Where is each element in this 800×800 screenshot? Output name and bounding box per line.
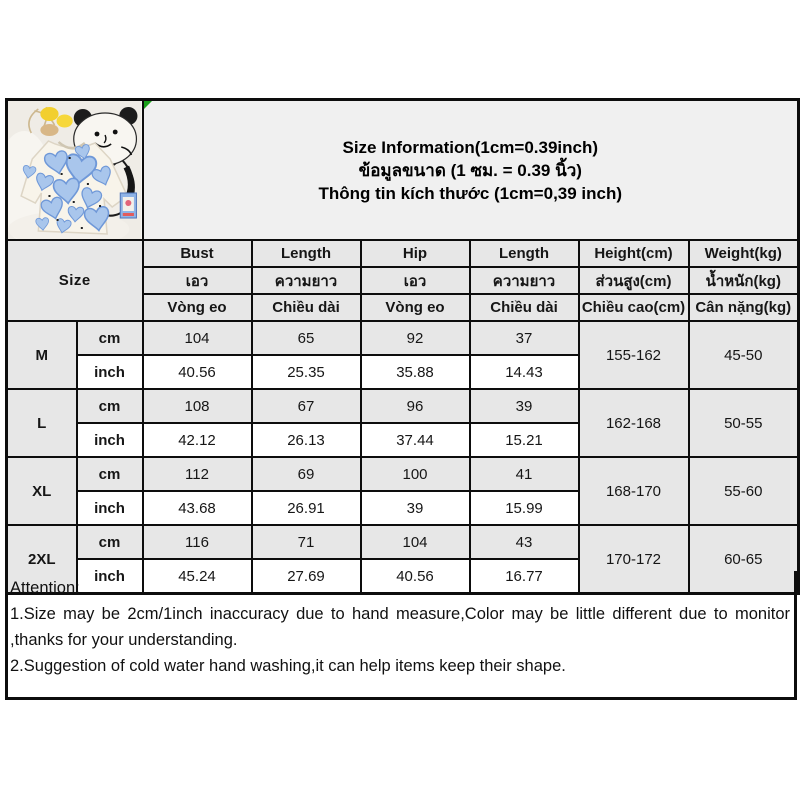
value-xl-hip-cm: 100 (361, 457, 470, 491)
unit-label-inch: inch (77, 559, 143, 594)
value-xl-length2-inch: 15.99 (470, 491, 579, 525)
value-xl-height: 168-170 (579, 457, 689, 525)
value-2xl-hip-inch: 40.56 (361, 559, 470, 594)
value-2xl-length2-inch: 16.77 (470, 559, 579, 594)
col-header-height-en: Height(cm) (579, 240, 689, 267)
product-photo-cell (7, 100, 143, 241)
care-tag (120, 193, 136, 218)
value-l-hip-cm: 96 (361, 389, 470, 423)
value-m-hip-cm: 92 (361, 321, 470, 355)
value-l-length2-cm: 39 (470, 389, 579, 423)
title-thai: ข้อมูลขนาด (1 ซม. = 0.39 นิ้ว) (358, 160, 582, 180)
value-2xl-hip-cm: 104 (361, 525, 470, 559)
col-header-height-vi: Chiều cao(cm) (579, 294, 689, 321)
col-header-bust-en: Bust (143, 240, 252, 267)
unit-label-cm: cm (77, 321, 143, 355)
col-header-length2-vi: Chiều dài (470, 294, 579, 321)
size-row-m: M (7, 321, 77, 389)
title-vietnamese: Thông tin kích thước (1cm=0,39 inch) (318, 183, 623, 203)
value-l-hip-inch: 37.44 (361, 423, 470, 457)
unit-label-cm: cm (77, 457, 143, 491)
col-header-weight-vi: Cân nặng(kg) (689, 294, 799, 321)
green-corner-marker-icon (144, 101, 152, 109)
lemon (57, 115, 73, 128)
col-header-length2-th: ความยาว (470, 267, 579, 294)
size-row-l: L (7, 389, 77, 457)
unit-label-inch: inch (77, 423, 143, 457)
value-2xl-height: 170-172 (579, 525, 689, 594)
value-l-height: 162-168 (579, 389, 689, 457)
col-header-weight-en: Weight(kg) (689, 240, 799, 267)
value-xl-length-inch: 26.91 (252, 491, 361, 525)
col-header-length-vi: Chiều dài (252, 294, 361, 321)
col-header-hip-th: เอว (361, 267, 470, 294)
value-m-weight: 45-50 (689, 321, 799, 389)
value-xl-bust-inch: 43.68 (143, 491, 252, 525)
value-l-length2-inch: 15.21 (470, 423, 579, 457)
value-l-bust-cm: 108 (143, 389, 252, 423)
col-header-bust-th: เอว (143, 267, 252, 294)
size-row-2xl: 2XL (7, 525, 77, 594)
value-xl-length-cm: 69 (252, 457, 361, 491)
value-m-length2-cm: 37 (470, 321, 579, 355)
value-m-bust-inch: 40.56 (143, 355, 252, 389)
unit-label-inch: inch (77, 355, 143, 389)
value-l-length-inch: 26.13 (252, 423, 361, 457)
value-2xl-length2-cm: 43 (470, 525, 579, 559)
value-xl-weight: 55-60 (689, 457, 799, 525)
size-table (5, 98, 800, 595)
unit-label-cm: cm (77, 389, 143, 423)
unit-label-cm: cm (77, 525, 143, 559)
value-m-hip-inch: 35.88 (361, 355, 470, 389)
size-row-xl: XL (7, 457, 77, 525)
unit-label-inch: inch (77, 491, 143, 525)
attention-note (5, 571, 797, 700)
col-header-bust-vi: Vòng eo (143, 294, 252, 321)
attention-heading: Attention: (10, 579, 80, 597)
value-m-length-cm: 65 (252, 321, 361, 355)
attention-line-2: 2.Suggestion of cold water hand washing,it can help items keep their shape. (10, 657, 566, 675)
col-header-hip-en: Hip (361, 240, 470, 267)
value-m-bust-cm: 104 (143, 321, 252, 355)
col-header-length2-en: Length (470, 240, 579, 267)
value-2xl-bust-inch: 45.24 (143, 559, 252, 594)
col-header-height-th: ส่วนสูง(cm) (579, 267, 689, 294)
value-2xl-weight: 60-65 (689, 525, 799, 594)
col-header-hip-vi: Vòng eo (361, 294, 470, 321)
col-header-length-en: Length (252, 240, 361, 267)
value-2xl-bust-cm: 116 (143, 525, 252, 559)
value-l-bust-inch: 42.12 (143, 423, 252, 457)
value-xl-hip-inch: 39 (361, 491, 470, 525)
value-xl-length2-cm: 41 (470, 457, 579, 491)
value-m-length2-inch: 14.43 (470, 355, 579, 389)
attention-line-1: 1.Size may be 2cm/1inch inaccuracy due to hand measure,Color may be little different due to monitor ,thanks for your understanding. (10, 605, 790, 649)
title-english: Size Information(1cm=0.39inch) (342, 137, 599, 157)
lemon (40, 107, 58, 121)
panda-eye (95, 132, 100, 137)
panda-eye (113, 130, 118, 135)
value-m-height: 155-162 (579, 321, 689, 389)
value-2xl-length-cm: 71 (252, 525, 361, 559)
col-header-length-th: ความยาว (252, 267, 361, 294)
value-l-length-cm: 67 (252, 389, 361, 423)
value-l-weight: 50-55 (689, 389, 799, 457)
value-2xl-length-inch: 27.69 (252, 559, 361, 594)
size-info-title (143, 100, 799, 241)
cookie (40, 124, 58, 136)
size-column-header: Size (7, 240, 143, 321)
value-m-length-inch: 25.35 (252, 355, 361, 389)
product-photo (8, 101, 142, 239)
value-xl-bust-cm: 112 (143, 457, 252, 491)
col-header-weight-th: น้ำหนัก(kg) (689, 267, 799, 294)
